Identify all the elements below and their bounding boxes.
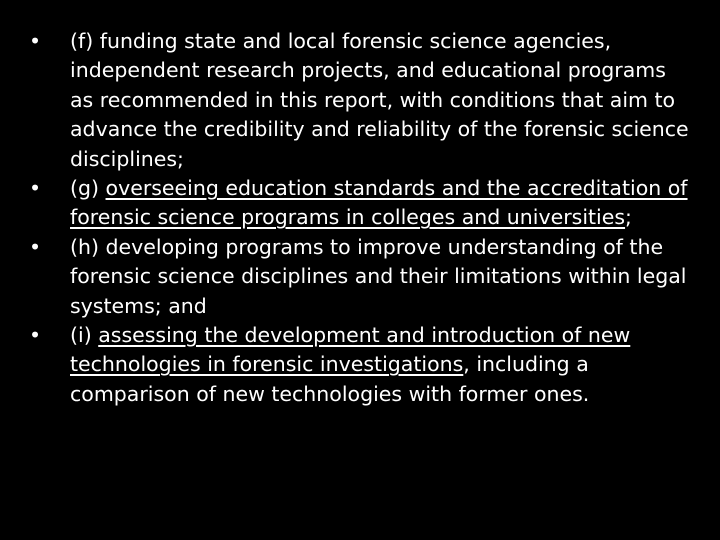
list-item-g [29,174,689,233]
bullet-icon: • [29,29,42,53]
bullet-icon: • [29,234,42,259]
bullet-icon: • [29,176,42,201]
item-i-underlined-text: assessing the development and introduction of new technologies in forensic investigations [70,323,631,377]
item-g-label: (g) [70,176,106,201]
item-f-text: (f) funding state and local forensic science agencies, independent research projects, and educational programs as recommended in this report, with conditions that aim to advance the credibility and reliability of the forensic science disciplines; [70,29,689,171]
item-i-tail: , including a comparison of new technologies with former ones. [70,352,590,406]
list-item-f [29,27,689,174]
list-item-h [29,233,689,321]
item-i-label: (i) [70,323,99,348]
bullet-icon: • [29,323,42,348]
item-g-tail: ; [625,205,632,230]
list-item-i [29,321,689,409]
item-g-underlined-text: overseeing education standards and the accreditation of forensic science programs in colleges and universities [70,176,688,230]
item-h-text: (h) developing programs to improve understanding of the forensic science disciplines and their limitations within legal systems; and [70,234,687,318]
bullet-list [29,27,689,409]
